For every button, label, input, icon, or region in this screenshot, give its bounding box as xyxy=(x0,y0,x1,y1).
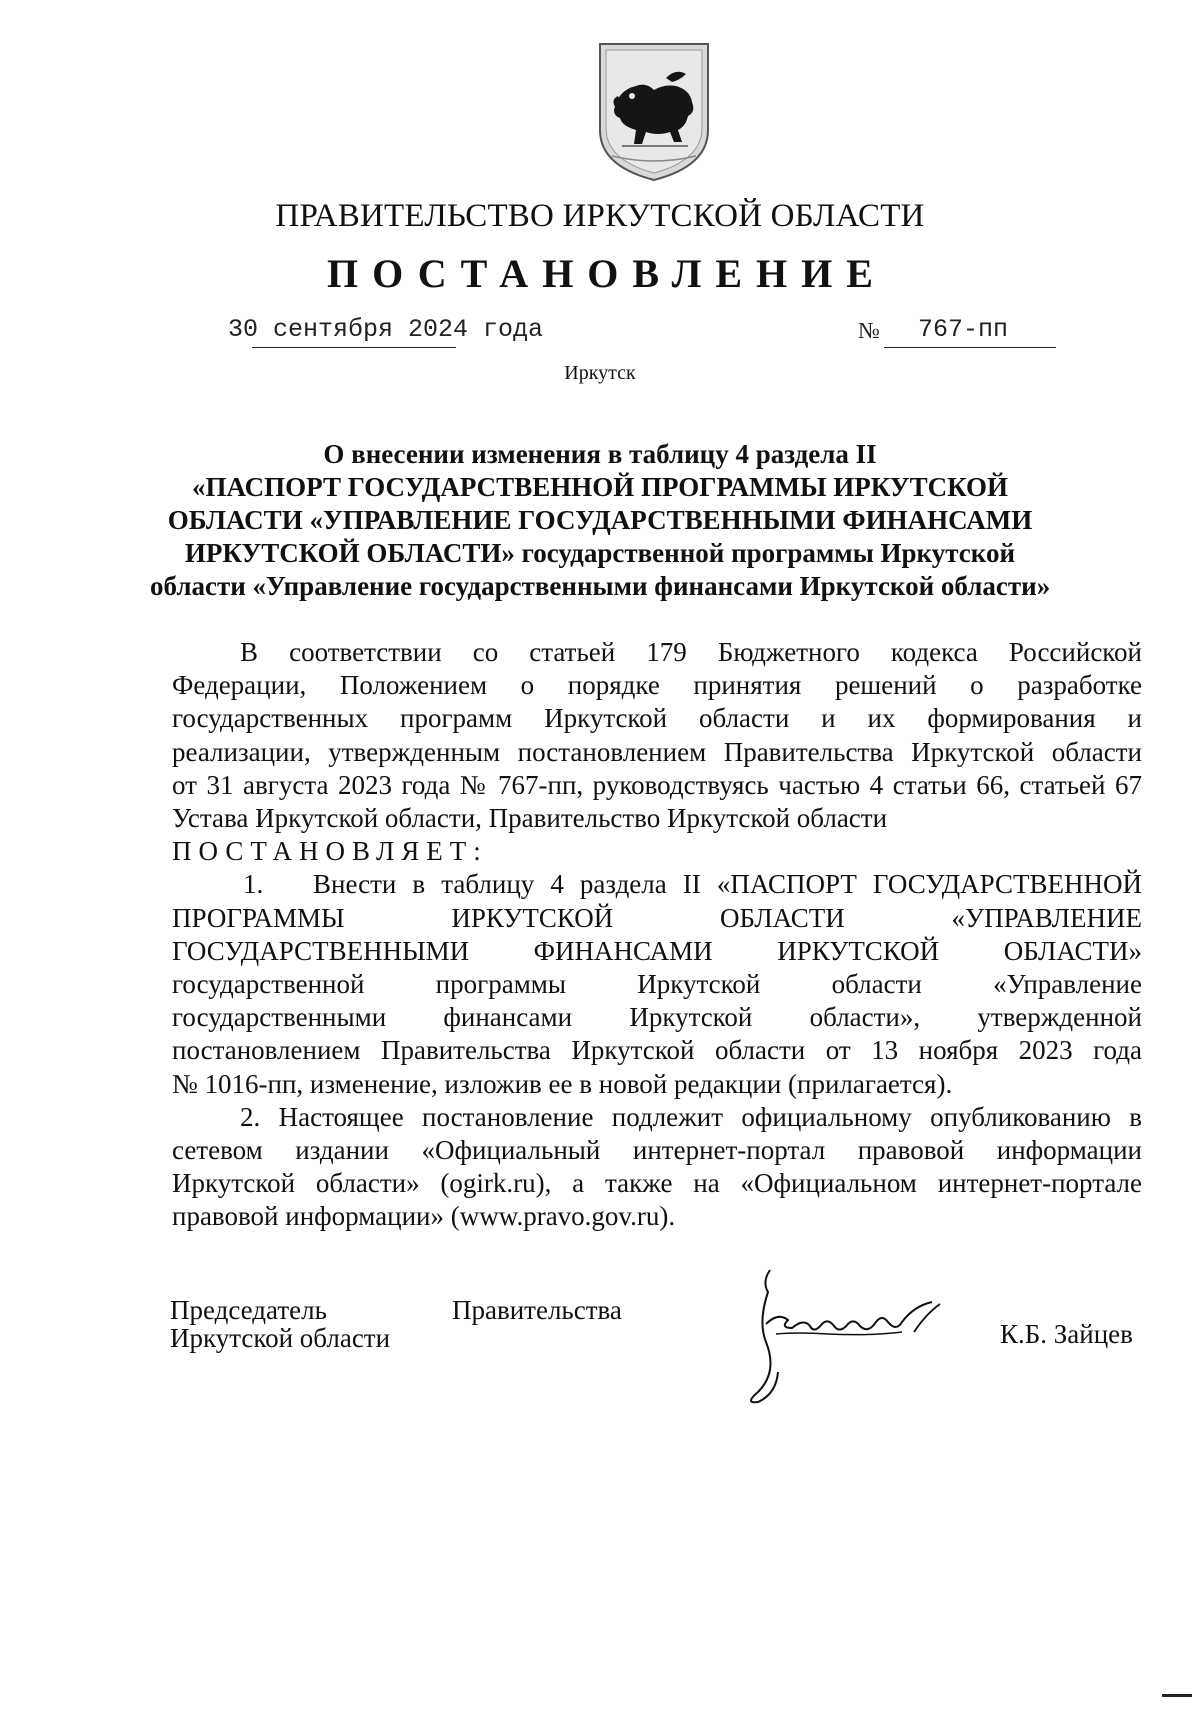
item-2-line: правовой информации» (www.pravo.gov.ru). xyxy=(172,1201,676,1232)
handwritten-signature xyxy=(718,1262,978,1412)
preamble-line: Устава Иркутской области, Правительство Иркутской области xyxy=(172,803,888,834)
item-2-line: Иркутской области» (ogirk.ru), а также на «Официальном интернет-портале xyxy=(172,1168,1142,1199)
title-line: ОБЛАСТИ «УПРАВЛЕНИЕ ГОСУДАРСТВЕННЫМИ ФИНАНСАМИ xyxy=(167,505,1033,535)
item-1-first-line xyxy=(172,868,1142,901)
position-government: Правительства xyxy=(452,1295,622,1325)
date-underline xyxy=(252,347,456,348)
resolves-heading: ПОСТАНОВЛЯЕТ: xyxy=(172,836,488,867)
item-1-line: постановлением Правительства Иркутской области от 13 ноября 2023 года xyxy=(172,1035,1142,1066)
title-line: О внесении изменения в таблицу 4 раздела II xyxy=(323,439,877,469)
document-body xyxy=(172,636,1142,1234)
preamble-line: от 31 августа 2023 года № 767-пп, руководствуясь частью 4 статьи 66, статьей 67 xyxy=(172,769,1142,800)
item-1-line: ГОСУДАРСТВЕННЫМИ ФИНАНСАМИ ИРКУТСКОЙ ОБЛАСТИ» xyxy=(172,935,1142,966)
position-line: Председатель xyxy=(170,1295,327,1325)
irkutsk-coat-of-arms-emblem xyxy=(592,38,716,184)
item-1-line: № 1016-пп, изменение, изложив ее в новой редакции (прилагается). xyxy=(172,1068,953,1099)
number-sign: № xyxy=(858,318,880,343)
signatory-name: К.Б. Зайцев xyxy=(1000,1319,1133,1349)
government-name: ПРАВИТЕЛЬСТВО ИРКУТСКОЙ ОБЛАСТИ xyxy=(275,198,925,234)
item-1-number: 1. xyxy=(243,869,264,900)
preamble-line: В соответствии со статьей 179 Бюджетного кодекса Российской xyxy=(240,637,1142,667)
item-1-line: Внести в таблицу 4 раздела II «ПАСПОРТ ГОСУДАРСТВЕННОЙ xyxy=(313,869,1142,900)
item-1-line: государственной программы Иркутской области «Управление xyxy=(172,969,1142,1000)
position-line: Иркутской области xyxy=(170,1323,391,1353)
item-2-line: сетевом издании «Официальный интернет-портал правовой информации xyxy=(172,1135,1142,1166)
item-1-line: государственными финансами Иркутской области», утвержденной xyxy=(172,1002,1142,1033)
preamble-line: государственных программ Иркутской области и их формирования и xyxy=(172,703,1142,734)
preamble-line: Федерации, Положением о порядке принятия решений о разработке xyxy=(172,670,1142,701)
signatory-position xyxy=(170,1296,390,1352)
page-corner-mark xyxy=(1162,1694,1192,1697)
document-title xyxy=(150,438,1050,603)
document-date: 30 сентября 2024 года xyxy=(228,315,544,344)
document-number: 767-пп xyxy=(918,315,1009,344)
title-line: ИРКУТСКОЙ ОБЛАСТИ» государственной программы Иркутской xyxy=(184,538,1016,568)
item-2-line: 2. Настоящее постановление подлежит официальному опубликованию в xyxy=(240,1101,1142,1132)
title-line: «ПАСПОРТ ГОСУДАРСТВЕННОЙ ПРОГРАММЫ ИРКУТСКОЙ xyxy=(191,472,1009,502)
title-line: области «Управление государственными финансами Иркутской области» xyxy=(150,571,1051,601)
document-city: Иркутск xyxy=(564,362,636,384)
number-underline xyxy=(884,347,1056,348)
item-1-line: ПРОГРАММЫ ИРКУТСКОЙ ОБЛАСТИ «УПРАВЛЕНИЕ xyxy=(172,902,1142,933)
document-type-heading: ПОСТАНОВЛЕНИЕ xyxy=(327,251,887,296)
preamble-line: реализации, утвержденным постановлением Правительства Иркутской области xyxy=(172,736,1142,767)
